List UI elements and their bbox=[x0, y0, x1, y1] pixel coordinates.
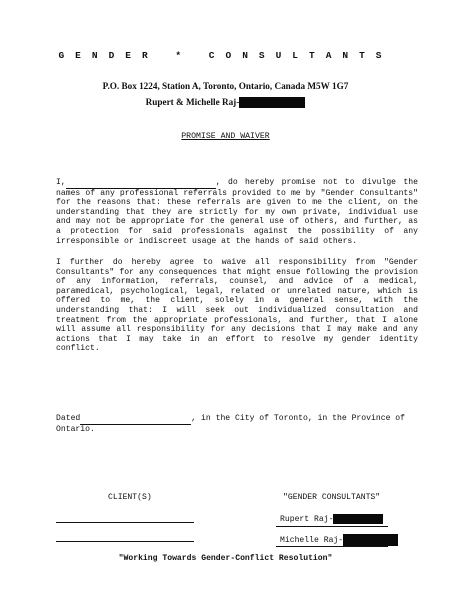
date-blank bbox=[80, 414, 191, 425]
document-title-text: PROMISE AND WAIVER bbox=[181, 132, 270, 141]
letterhead-principals bbox=[0, 97, 451, 108]
redaction-bar bbox=[239, 97, 305, 108]
consultant-signer-1 bbox=[280, 514, 383, 524]
signer2-name: Michelle Raj- bbox=[280, 536, 344, 546]
dated-prefix: Dated bbox=[56, 414, 81, 423]
client-signature-line-2 bbox=[56, 541, 194, 542]
redaction-bar bbox=[343, 534, 398, 546]
waiver-paragraph: I further do hereby agree to waive all responsibility from "Gender Consultants" for any consequences that might ensue following the provision of any information, referrals, counsel, and advice of a medical, paramedical, psychological, legal, related or unrelated nature, which is offered to me, the client, solely in a general sense, with the understanding that: I will seek out individualized consultation and treatment from the appropriate professionals, and further, that I alone will assume all responsibility for any decisions that I may make and any actions that I may take in an effort to resolve my gender identity conflict. bbox=[56, 258, 418, 354]
consultant-signature-line-1 bbox=[276, 526, 388, 527]
promise-paragraph bbox=[56, 178, 418, 246]
redaction-bar bbox=[333, 514, 383, 524]
client-name-blank bbox=[66, 178, 216, 189]
document-title bbox=[0, 132, 451, 141]
para1-body: , do hereby promise not to divulge the names of any professional referrals provided to me by "Gender Consultants" for the reasons that: these referrals are given to me the client, on the understanding that they are strictly for my own private, individual use and may not be appropriate for the general use of others, and further, as a protection for said professionals against the possibility of any irresponsible or indiscreet usage at the hands of said others. bbox=[56, 178, 418, 246]
client-signature-line-1 bbox=[56, 522, 194, 523]
letterhead-address: P.O. Box 1224, Station A, Toronto, Ontario, Canada M5W 1G7 bbox=[102, 81, 349, 91]
footer-motto: "Working Towards Gender-Conflict Resolution" bbox=[118, 554, 333, 563]
letterhead-firm-name: GENDER * CONSULTANTS bbox=[58, 50, 393, 61]
signer1-name: Rupert Raj- bbox=[280, 515, 334, 525]
principals-text: Rupert & Michelle Raj- bbox=[145, 97, 240, 107]
client-signature-label: CLIENT(S) bbox=[108, 493, 152, 502]
consultant-signer-2 bbox=[280, 534, 398, 546]
consultant-signature-line-2 bbox=[276, 546, 388, 547]
consultants-signature-label: "GENDER CONSULTANTS" bbox=[283, 493, 381, 502]
para1-prefix: I, bbox=[56, 178, 66, 187]
dated-line bbox=[56, 414, 426, 434]
dated-suffix: , in the City of Toronto, in the Province of Ontario. bbox=[56, 414, 406, 434]
